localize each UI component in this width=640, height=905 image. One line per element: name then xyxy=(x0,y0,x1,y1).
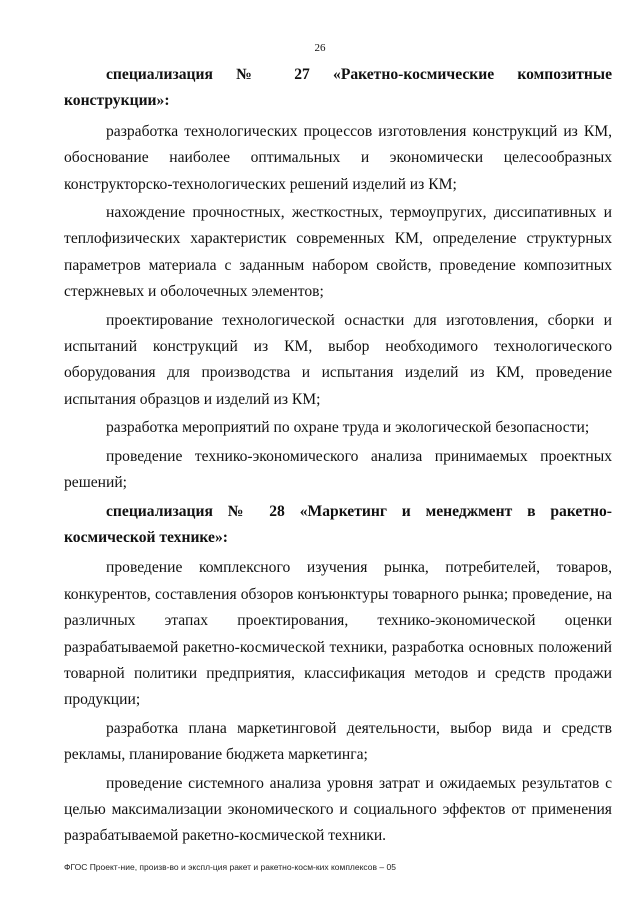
paragraph: проведение комплексного изучения рынка, потребителей, товаров, конкурентов, составления обзоров конъюнктуры товарного рынка; проведение, на различных этапах проектирования, технико-экономической оценки разрабатываемой ракетно-космической техники, разработка основных положений товарной политики предприятия, классификация методов и средств продажи продукции; xyxy=(64,559,612,709)
paragraph: разработка технологических процессов изготовления конструкций из КМ, обоснование наиболее оптимальных и экономически целесообразных конструкторско-технологических решений изделий из КМ; xyxy=(64,122,612,193)
paragraph: проведение системного анализа уровня затрат и ожидаемых результатов с целью максимализации экономического и социального эффектов от применения разрабатываемой ракетно-космической техники. xyxy=(64,774,612,845)
paragraph: проектирование технологической оснастки для изготовления, сборки и испытаний конструкций из КМ, выбор необходимого технологического оборудования для производства и испытания изделий из КМ, проведение испытания образцов и изделий из КМ; xyxy=(64,311,612,408)
page-footer: ФГОС Проект-ние, произв-во и экспл-ция ракет и ракетно-косм-ких комплексов – 05 xyxy=(64,862,396,872)
page-number: 26 xyxy=(314,42,326,54)
document-body xyxy=(64,62,612,852)
paragraph: проведение технико-экономического анализа принимаемых проектных решений; xyxy=(64,447,612,492)
section-heading-27: специализация № 27 «Ракетно-космические композитные конструкции»: xyxy=(64,66,612,110)
paragraph: нахождение прочностных, жесткостных, термоупругих, диссипативных и теплофизических характеристик современных КМ, определение структурных параметров материала с заданным набором свойств, проведение композитных стержневых и оболочечных элементов; xyxy=(64,204,612,301)
paragraph: разработка плана маркетинговой деятельности, выбор вида и средств рекламы, планирование бюджета маркетинга; xyxy=(64,719,612,764)
section-heading-28: специализация № 28 «Маркетинг и менеджмент в ракетно-космической технике»: xyxy=(64,502,612,546)
paragraph: разработка мероприятий по охране труда и экологической безопасности; xyxy=(106,419,590,437)
